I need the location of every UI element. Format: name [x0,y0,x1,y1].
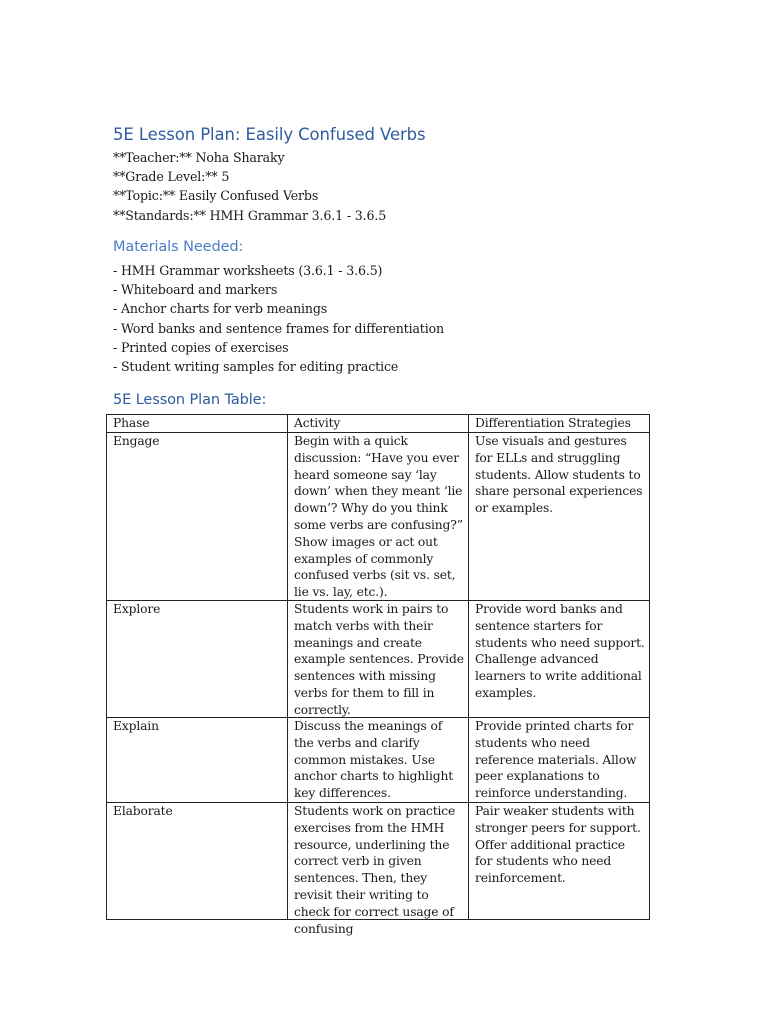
phase-text: Explore [113,602,161,616]
table-row [107,718,650,803]
lesson-plan-table [106,414,650,936]
column-header-phase: Phase [107,415,288,433]
strategies-text: Provide word banks and sentence starters for students who need support. Challenge advanced learners to write additional examples. [475,602,645,700]
materials-item: - HMH Grammar worksheets (3.6.1 - 3.6.5) [113,263,383,278]
materials-item: - Printed copies of exercises [113,339,289,355]
table-row [107,803,650,920]
activity-cell [288,601,469,718]
teacher-line: **Teacher:** Noha Sharaky [113,150,285,165]
phase-text: Elaborate [113,804,173,818]
table-row [107,433,650,601]
phase-cell [107,718,288,803]
table-row [107,601,650,718]
materials-list [113,261,444,376]
phase-text: Engage [113,434,160,448]
page-title: 5E Lesson Plan: Easily Confused Verbs [113,125,426,144]
activity-cell [288,433,469,601]
lesson-meta [113,148,386,225]
activity-text: Discuss the meanings of the verbs and clarify common mistakes. Use anchor charts to highlight key differences. [294,719,454,801]
grade-level-line: **Grade Level:** 5 [113,169,230,185]
phase-cell [107,433,288,601]
strategies-text: Pair weaker students with stronger peers for support. Offer additional practice for students who need reinforcement. [475,804,641,886]
strategies-text: Provide printed charts for students who need reference materials. Allow peer explanations to reinforce understanding. [475,719,637,801]
column-header-strategies: Differentiation Strategies [469,415,650,433]
strategies-cell [469,601,650,718]
activity-text: Begin with a quick discussion: “Have you ever heard someone say ‘lay down’ when they meant ‘lie down’? Why do you think some verbs are confusing?” Show images or act out examples of commonly confused verbs (sit vs. set, lie vs. lay, etc.). [294,434,463,600]
activity-cell [288,718,469,803]
column-header-activity: Activity [288,415,469,433]
activity-text: Students work on practice exercises from the HMH resource, underlining the correct verb in given sentences. Then, they revisit their writing to check for correct usage of confusing [294,804,456,936]
strategies-text: Use visuals and gestures for ELLs and struggling students. Allow students to share personal experiences or examples. [475,434,643,516]
phase-text: Explain [113,719,159,733]
materials-item: - Anchor charts for verb meanings [113,301,328,317]
table-header-row [107,415,650,433]
materials-item: - Student writing samples for editing practice [113,359,399,375]
phase-cell [107,601,288,718]
strategies-cell [469,433,650,601]
lesson-table-heading: 5E Lesson Plan Table: [113,392,267,408]
topic-line: **Topic:** Easily Confused Verbs [113,188,319,204]
strategies-cell [469,803,650,920]
standards-line: **Standards:** HMH Grammar 3.6.1 - 3.6.5 [113,207,387,223]
materials-item: - Whiteboard and markers [113,282,278,298]
phase-cell [107,803,288,920]
activity-cell [288,803,469,936]
activity-text: Students work in pairs to match verbs with their meanings and create example sentences. Provide sentences with missing verbs for them to fill in correctly. [294,602,464,717]
materials-heading: Materials Needed: [113,239,244,255]
materials-item: - Word banks and sentence frames for differentiation [113,320,444,336]
strategies-cell [469,718,650,803]
